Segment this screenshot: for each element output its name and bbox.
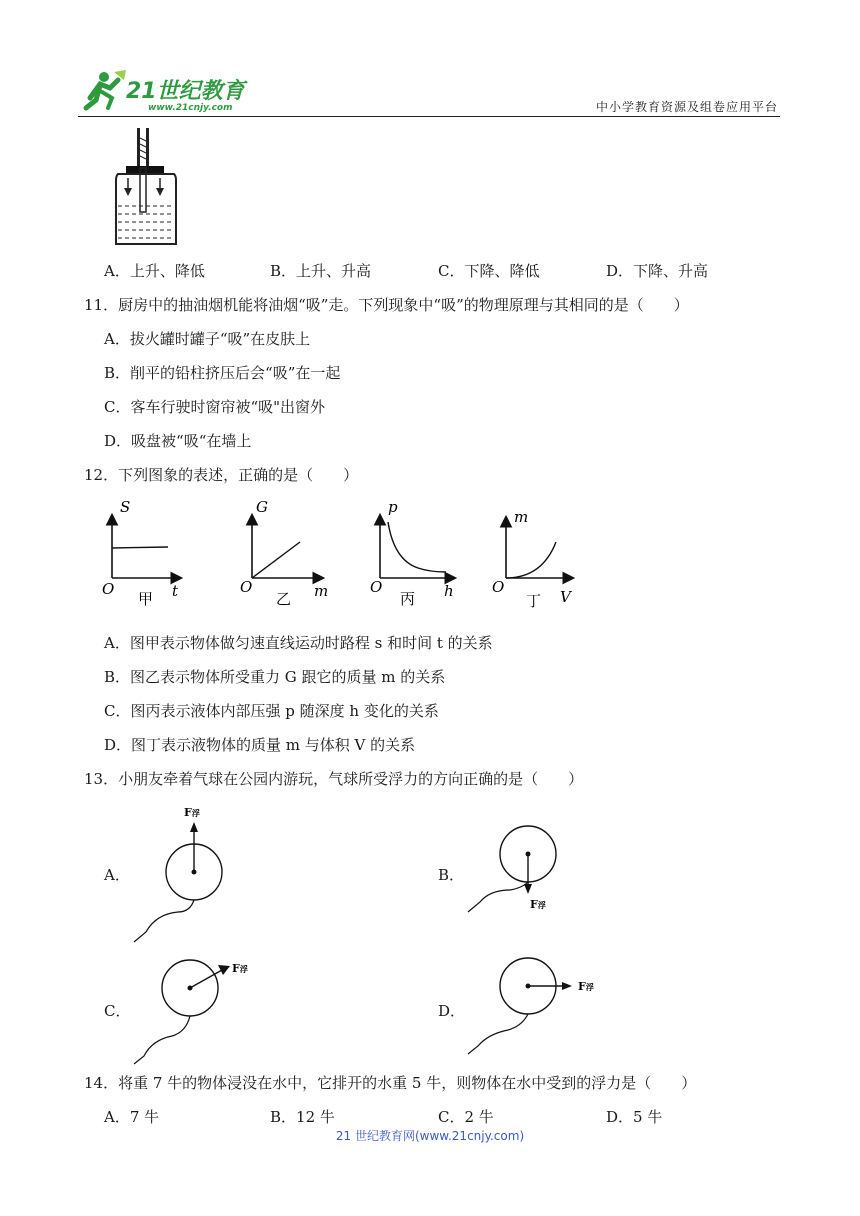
q11-stem: 11．厨房中的抽油烟机能将油烟“吸”走。下列现象中“吸”的物理原理与其相同的是（ ）: [84, 296, 689, 314]
q11-option-c[interactable]: C．客车行驶时窗帘被“吸"出窗外: [104, 398, 326, 416]
graph-bing-y: p: [388, 498, 398, 516]
graph-ding-x: V: [560, 588, 571, 606]
q10-option-a[interactable]: A．上升、降低: [104, 262, 205, 280]
q12-option-a[interactable]: A．图甲表示物体做匀速直线运动时路程 s 和时间 t 的关系: [104, 634, 493, 652]
q13-label-a[interactable]: A．: [104, 866, 130, 884]
graph-yi: [240, 498, 328, 608]
graph-jia-name: 甲: [138, 590, 154, 608]
q10-option-c[interactable]: C．下降、降低: [438, 262, 540, 280]
q10-jar-figure: [108, 128, 188, 248]
balloon-c-figure: [126, 952, 266, 1082]
q10-option-b[interactable]: B．上升、升高: [270, 262, 372, 280]
graph-ding-y: m: [514, 508, 529, 526]
balloon-a-figure: [126, 796, 236, 944]
balloon-c-force: F浮: [232, 962, 248, 975]
graph-jia-y: S: [120, 498, 131, 516]
logo-main: 21世纪教育: [126, 79, 245, 104]
graph-yi-y: G: [256, 498, 268, 516]
balloon-b-figure: [460, 820, 570, 920]
q14-option-d[interactable]: D．5 牛: [606, 1108, 663, 1126]
graph-bing-name: 丙: [400, 590, 416, 608]
graph-yi-name: 乙: [276, 590, 292, 608]
graph-bing-x: h: [444, 582, 454, 600]
q12-graphs: [96, 494, 596, 610]
q13-label-c[interactable]: C．: [104, 1002, 131, 1020]
graph-ding-name: 丁: [526, 592, 542, 610]
runner-icon: [86, 70, 126, 108]
logo-sub: www.21cnjy.com: [148, 103, 233, 113]
q12-option-c[interactable]: C．图丙表示液体内部压强 p 随深度 h 变化的关系: [104, 702, 439, 720]
q14-option-c[interactable]: C．2 牛: [438, 1108, 494, 1126]
graph-yi-o: O: [240, 578, 253, 596]
q13-label-b[interactable]: B．: [438, 866, 465, 884]
q14-stem: 14．将重 7 牛的物体浸没在水中，它排开的水重 5 牛，则物体在水中受到的浮力是（ ）: [84, 1074, 697, 1092]
graph-yi-x: m: [314, 582, 329, 600]
graph-ding: [492, 508, 573, 610]
footer-link[interactable]: 21 世纪教育网(www.21cnjy.com): [335, 1129, 525, 1143]
q14-option-a[interactable]: A．7 牛: [104, 1108, 160, 1126]
graph-bing: [370, 498, 454, 608]
q11-option-d[interactable]: D．吸盘被“吸“在墙上: [104, 432, 252, 450]
graph-jia-o: O: [102, 580, 115, 598]
q12-option-b[interactable]: B．图乙表示物体所受重力 G 跟它的质量 m 的关系: [104, 668, 446, 686]
balloon-a-force: F浮: [184, 806, 200, 819]
q14-option-b[interactable]: B．12 牛: [270, 1108, 335, 1126]
graph-jia-x: t: [172, 582, 179, 600]
graph-bing-o: O: [370, 578, 383, 596]
balloon-b-force: F浮: [530, 898, 546, 911]
q12-option-d[interactable]: D．图丁表示液物体的质量 m 与体积 V 的关系: [104, 736, 416, 754]
balloon-d-force: F浮: [578, 980, 594, 993]
logo: [78, 68, 258, 114]
q11-option-b[interactable]: B．削平的铅柱挤压后会“吸”在一起: [104, 364, 341, 382]
q11-option-a[interactable]: A．拔火罐时罐子“吸”在皮肤上: [104, 330, 311, 348]
graph-jia: [102, 498, 180, 608]
platform-name: 中小学教育资源及组卷应用平台: [595, 100, 778, 114]
balloon-d-figure: [460, 952, 640, 1062]
q10-option-d[interactable]: D．下降、升高: [606, 262, 709, 280]
q12-stem: 12．下列图象的表述，正确的是（ ）: [84, 466, 359, 484]
q13-label-d[interactable]: D．: [438, 1002, 466, 1020]
header-divider: [78, 116, 780, 117]
graph-ding-o: O: [492, 578, 505, 596]
q13-stem: 13．小朋友牵着气球在公园内游玩，气球所受浮力的方向正确的是（ ）: [84, 770, 584, 788]
